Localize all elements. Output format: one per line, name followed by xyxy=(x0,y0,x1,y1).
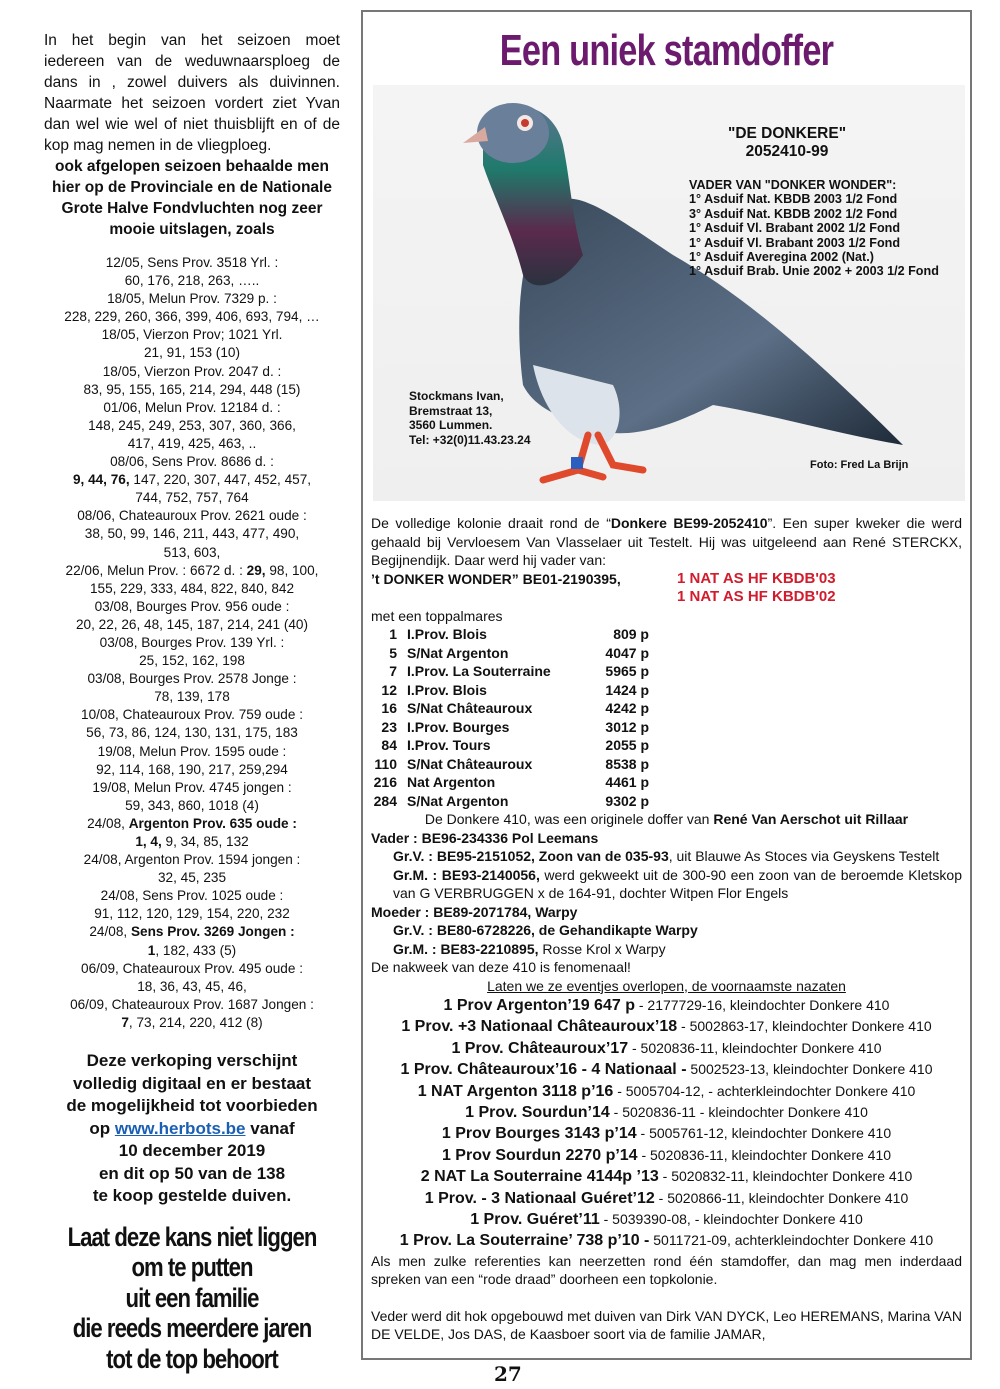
intro-paragraph xyxy=(371,514,962,570)
result-line xyxy=(44,743,340,761)
address-line: 3560 Lummen. xyxy=(409,418,493,432)
result-text: 12/05, Sens Prov. 3518 Yrl. : xyxy=(105,255,279,270)
promo-line: te koop gestelde duiven. xyxy=(92,1186,292,1206)
result-text: 06/09, Chateauroux Prov. 1687 Jongen : xyxy=(70,996,314,1012)
palmares-rank: 1 xyxy=(389,626,397,642)
palmares-row xyxy=(371,755,649,774)
nazaat-detail: - 5039390-08, - kleindochter Donkere 410 xyxy=(599,1211,863,1228)
result-line xyxy=(44,272,340,290)
achievement-item: 1° Asduif Averegina 2002 (Nat.) xyxy=(689,250,874,265)
nazaat-detail: - 5020836-11 - kleindochter Donkere 410 xyxy=(609,1104,868,1121)
nazaat-item xyxy=(371,1102,962,1123)
nazaat-item xyxy=(371,1059,962,1080)
result-text: 24/08, xyxy=(89,924,131,940)
nazaat-result: 1 Prov. Guéret’11 xyxy=(470,1211,600,1229)
result-highlight: 1 xyxy=(147,942,156,958)
nazaat-item xyxy=(371,995,962,1016)
address-line: Stockmans Ivan, xyxy=(409,389,504,403)
result-line xyxy=(44,507,340,525)
palmares-row xyxy=(371,681,649,700)
nazaat-detail: - 2177729-16, kleindochter Donkere 410 xyxy=(634,997,890,1013)
nazaat-result: 1 Prov Sourdun 2270 p’14 xyxy=(441,1146,638,1164)
palmares-race: I.Prov. La Souterraine xyxy=(407,663,551,679)
result-text: , 182, 433 (5) xyxy=(155,942,237,958)
nazaat-result: 1 Prov. La Souterraine’ 738 p’10 - xyxy=(399,1232,650,1250)
result-line xyxy=(44,417,340,435)
slogan-line: om te putten xyxy=(131,1252,253,1283)
donker-wonder-titles xyxy=(677,570,836,607)
moeder-line: Moeder : BE89-2071784, Warpy xyxy=(371,903,578,920)
result-line xyxy=(44,652,340,670)
grm-line xyxy=(371,940,962,959)
nazaat-item xyxy=(371,1038,962,1059)
closing-paragraph: Als men zulke referenties kan neerzetten rond één stamdoffer, dan mag men inderdaad spreken van een “rode draad” doorheen een topkolonie. xyxy=(371,1252,962,1288)
result-line xyxy=(44,869,340,887)
nazaat-item xyxy=(371,1145,962,1166)
result-text: 60, 176, 218, 263, ….. xyxy=(124,273,260,289)
nazaat-detail: - 5005704-12, - achterkleindochter Donkere 410 xyxy=(613,1082,916,1099)
text: Gr.M. : BE93-2140056, xyxy=(393,866,540,883)
slogan-line: Laat deze kans niet liggen xyxy=(67,1221,317,1252)
grm-line xyxy=(371,866,962,903)
result-line xyxy=(44,996,340,1014)
palmares-row xyxy=(371,718,649,737)
intro-bold-paragraph: ook afgelopen seizoen behaalde men hier op de Provinciale en de Nationale Grote Halve Fondvluchten nog zeer mooie uitslagen, zoals xyxy=(52,158,332,238)
palmares-pigeons: 9302 p xyxy=(605,792,649,809)
palmares-pigeons: 5965 p xyxy=(605,663,649,679)
result-line xyxy=(44,290,340,308)
result-line xyxy=(44,344,340,362)
result-line xyxy=(44,634,340,652)
achievement-item: 1° Asduif Vl. Brabant 2003 1/2 Fond xyxy=(689,235,901,250)
result-line xyxy=(44,381,340,399)
result-text: 744, 752, 757, 764 xyxy=(135,490,249,506)
pigeon-achievements xyxy=(689,178,939,279)
text: ”. Een super kweker die werd gehaald bij Vervloesem Van Vlasselaer uit Testelt. Hij was uitgeleend aan René STERCKX, Begijnendijk. Daar werd hij vader van: xyxy=(371,515,962,568)
promo-line: de mogelijkheid tot voorbieden xyxy=(66,1096,318,1116)
promo-line: en dit op 50 van de 138 xyxy=(98,1163,286,1183)
result-text: 25, 152, 162, 198 xyxy=(139,653,245,669)
result-line xyxy=(44,254,340,272)
result-highlight: 1, 4, xyxy=(135,834,162,849)
result-text: 83, 95, 155, 165, 214, 294, 448 (15) xyxy=(83,381,301,397)
pigeon-name: "DE DONKERE" xyxy=(728,125,847,142)
palmares-row xyxy=(371,736,649,755)
result-line xyxy=(44,326,340,344)
palmares-rank: 23 xyxy=(381,718,397,735)
result-line xyxy=(44,525,340,543)
achievement-item: VADER VAN "DONKER WONDER": xyxy=(689,178,897,192)
palmares-row xyxy=(371,625,649,644)
result-text: 59, 343, 860, 1018 (4) xyxy=(125,797,259,813)
vader-line: Vader : BE96-234336 Pol Leemans xyxy=(371,829,599,846)
nazaat-detail: - 5002863-17, kleindochter Donkere 410 xyxy=(677,1018,932,1035)
result-text: 92, 114, 168, 190, 217, 259,294 xyxy=(96,761,288,777)
result-line xyxy=(44,797,340,815)
result-text: 513, 603, xyxy=(163,544,221,560)
result-line xyxy=(44,1014,340,1032)
palmares-row xyxy=(371,662,649,681)
result-line xyxy=(44,851,340,869)
pigeon-photo xyxy=(373,85,965,501)
palmares-race: S/Nat Argenton xyxy=(407,792,509,809)
grv-line: Gr.V. : BE80-6728226, de Gehandikapte Warpy xyxy=(393,922,698,938)
result-text: 32, 45, 235 xyxy=(157,870,227,886)
photo-credit: Foto: Fred La Brijn xyxy=(810,459,909,471)
nazaat-result: 1 Prov Argenton’19 647 p xyxy=(443,997,635,1014)
promo-line: volledig digitaal en er bestaat xyxy=(72,1073,312,1093)
result-text: 24/08, Argenton Prov. 1594 jongen : xyxy=(83,852,301,868)
promo-text: op xyxy=(89,1118,115,1138)
result-text: 38, 50, 99, 146, 211, 443, 477, 490, xyxy=(84,526,300,542)
origin-line xyxy=(371,810,962,829)
closing-paragraph: Veder werd dit hok opgebouwd met duiven van Dirk VAN DYCK, Leo HEREMANS, Marina VAN DE VELDE, Jos DAS, de Kaasboer soort via de familie JAMAR, xyxy=(371,1307,962,1343)
result-highlight: 7 xyxy=(121,1014,129,1030)
result-line xyxy=(44,670,340,688)
palmares-pigeons: 1424 p xyxy=(605,681,649,698)
promo-line: Deze verkoping verschijnt xyxy=(86,1051,298,1071)
palmares-rank: 5 xyxy=(389,644,397,661)
palmares-row xyxy=(371,773,649,792)
article-frame xyxy=(361,10,972,1360)
nazaat-detail: - 5020832-11, kleindochter Donkere 410 xyxy=(658,1168,913,1185)
palmares-race: I.Prov. Tours xyxy=(407,737,491,753)
stamdoffer-name: Donkere BE99-2052410 xyxy=(610,515,768,531)
palmares-table xyxy=(371,625,649,810)
palmares-intro: met een toppalmares xyxy=(371,607,503,624)
nazaat-item xyxy=(371,1166,962,1187)
intro-paragraph: In het begin van het seizoen moet iedereen van de weduwnaarsploeg de dans in , zowel duivers als duivinnen. Naarmate het seizoen vordert ziet Yvan dan wel wie wel of niet thuisblijft en of de kop mag nemen in de vliegploeg. xyxy=(44,32,340,154)
nazaat-detail: 5002523-13, kleindochter Donkere 410 xyxy=(686,1061,933,1078)
nazaat-detail: 5011721-09, achterkleindochter Donkere 410 xyxy=(649,1232,934,1249)
result-line xyxy=(44,453,340,471)
nazaat-detail: - 5020836-11, kleindochter Donkere 410 xyxy=(637,1146,892,1163)
result-line xyxy=(44,363,340,381)
result-text: 03/08, Bourges Prov. 139 Yrl. : xyxy=(99,634,285,650)
palmares-pigeons: 4242 p xyxy=(605,700,649,716)
page-number: 27 xyxy=(494,1362,522,1386)
palmares-race: S/Nat Châteauroux xyxy=(407,755,533,772)
slogan-line: die reeds meerdere jaren xyxy=(72,1313,312,1344)
article-body xyxy=(371,514,962,1344)
result-highlight: 29, xyxy=(246,562,266,578)
result-line xyxy=(44,960,340,978)
address-line: Tel: +32(0)11.43.23.24 xyxy=(409,432,531,447)
palmares-rank: 216 xyxy=(373,774,397,790)
result-text: 19/08, Melun Prov. 1595 oude : xyxy=(97,743,287,759)
achievement-item: 1° Asduif Vl. Brabant 2002 1/2 Fond xyxy=(689,221,901,236)
result-line xyxy=(44,724,340,742)
palmares-rank: 110 xyxy=(374,755,397,772)
palmares-pigeons: 8538 p xyxy=(605,755,649,772)
slogan xyxy=(44,1222,339,1375)
result-text: 228, 229, 260, 366, 399, 406, 693, 794, … xyxy=(64,309,320,325)
nazaat-result: 1 Prov. Sourdun’14 xyxy=(465,1104,610,1122)
grv-line xyxy=(371,847,962,866)
result-text: , 73, 214, 220, 412 (8) xyxy=(128,1014,263,1030)
results-list xyxy=(44,254,340,1032)
left-column xyxy=(44,30,340,1374)
text: De Donkere 410, was een originele doffer van xyxy=(424,811,714,827)
nazaat-item xyxy=(371,1016,962,1037)
nazaat-result: 1 Prov. Châteauroux’17 xyxy=(451,1039,629,1057)
result-line xyxy=(44,435,340,453)
result-line xyxy=(44,489,340,507)
result-text: 06/09, Chateauroux Prov. 495 oude : xyxy=(81,960,303,976)
result-line xyxy=(44,616,340,634)
result-text: 19/08, Melun Prov. 4745 jongen : xyxy=(92,779,292,795)
palmares-row xyxy=(371,644,649,663)
nazaat-result: 1 Prov. - 3 Nationaal Guéret’12 xyxy=(424,1189,655,1207)
result-highlight: 9, 44, 76, xyxy=(72,472,130,488)
slogan-line: uit een familie xyxy=(125,1282,259,1313)
palmares-race: Nat Argenton xyxy=(407,774,496,790)
result-line xyxy=(44,308,340,326)
herbots-link[interactable]: www.herbots.be xyxy=(114,1118,246,1138)
nazaat-detail: - 5005761-12, kleindochter Donkere 410 xyxy=(636,1125,892,1142)
result-highlight: Argenton Prov. 635 oude : xyxy=(128,815,297,831)
article-title: Een uniek stamdoffer xyxy=(499,26,834,75)
nazaat-item xyxy=(371,1188,962,1209)
nazaat-item xyxy=(371,1123,962,1144)
result-line xyxy=(44,942,340,960)
nazaat-item xyxy=(371,1081,962,1102)
donker-wonder-row xyxy=(371,570,962,607)
result-text: 18/05, Vierzon Prov; 1021 Yrl. xyxy=(101,327,283,343)
palmares-race: S/Nat Argenton xyxy=(407,644,509,661)
nazaat-item xyxy=(371,1230,962,1251)
result-text: 24/08, xyxy=(87,815,129,831)
nakweek-line: De nakweek van deze 410 is fenomenaal! xyxy=(371,959,631,975)
pigeon-head xyxy=(477,103,549,163)
pigeon-ring xyxy=(571,457,583,469)
result-line xyxy=(44,761,340,779)
palmares-race: I.Prov. Blois xyxy=(407,681,487,698)
palmares-pigeons: 809 p xyxy=(613,626,649,642)
palmares-rank: 7 xyxy=(389,663,397,679)
palmares-row xyxy=(371,792,649,811)
palmares-rank: 284 xyxy=(373,792,397,809)
text: De volledige kolonie draait rond de “ xyxy=(371,515,611,531)
result-text: 78, 139, 178 xyxy=(154,689,230,705)
palmares-row xyxy=(371,699,649,718)
result-line xyxy=(44,706,340,724)
result-line xyxy=(44,978,340,996)
result-line xyxy=(44,833,340,851)
palmares-race: S/Nat Châteauroux xyxy=(407,700,533,716)
title-line: 1 NAT AS HF KBDB'03 xyxy=(677,569,836,587)
palmares-pigeons: 4047 p xyxy=(605,644,649,661)
result-text: 24/08, Sens Prov. 1025 oude : xyxy=(100,888,284,904)
palmares-rank: 16 xyxy=(381,700,397,716)
result-text: 148, 245, 249, 253, 307, 360, 366, xyxy=(88,417,296,433)
promo-line: 10 december 2019 xyxy=(118,1141,266,1161)
result-line xyxy=(44,562,340,580)
result-text: 03/08, Bourges Prov. 2578 Jonge : xyxy=(87,671,297,687)
result-text: 08/06, Sens Prov. 8686 d. : xyxy=(110,454,274,470)
result-line xyxy=(44,905,340,923)
nazaat-detail: - 5020836-11, kleindochter Donkere 410 xyxy=(628,1039,882,1056)
result-text: 22/06, Melun Prov. : 6672 d. : xyxy=(65,562,247,578)
breeder-name: René Van Aerschot uit Rillaar xyxy=(713,811,909,827)
slogan-line: tot de top behoort xyxy=(106,1343,278,1374)
result-text: 10/08, Chateauroux Prov. 759 oude : xyxy=(81,707,303,723)
palmares-rank: 84 xyxy=(381,737,397,753)
result-text: 56, 73, 86, 124, 130, 131, 175, 183 xyxy=(86,725,298,741)
result-text: 03/08, Bourges Prov. 956 oude : xyxy=(94,598,290,614)
text: werd gekweekt uit de 300-90 een zoon van de beroemde Kletskop van G VERBRUGGEN x de 164-91, dochter Witpen Flor Engels xyxy=(393,866,962,901)
nazaat-result: 1 Prov Bourges 3143 p’14 xyxy=(441,1125,637,1143)
text: Rosse Krol x Warpy xyxy=(538,940,666,957)
result-line xyxy=(44,688,340,706)
result-text: 21, 91, 153 (10) xyxy=(144,345,240,361)
result-text: 9, 34, 85, 132 xyxy=(161,834,249,849)
achievement-item: 1° Asduif Brab. Unie 2002 + 2003 1/2 Fond xyxy=(689,264,939,279)
promo-text: vanaf xyxy=(245,1118,295,1138)
result-text: 417, 419, 425, 463, .. xyxy=(127,435,257,451)
result-text: 08/06, Chateauroux Prov. 2621 oude : xyxy=(77,508,307,524)
result-text: 91, 112, 120, 129, 154, 220, 232 xyxy=(94,906,290,922)
nazaten-list xyxy=(371,995,962,1252)
result-line xyxy=(44,399,340,417)
owner-address xyxy=(409,389,531,447)
result-text: 155, 229, 333, 484, 822, 840, 842 xyxy=(89,580,295,596)
palmares-race: I.Prov. Blois xyxy=(407,626,487,642)
text: Gr.V. : BE95-2151052, Zoon van de 035-93 xyxy=(393,848,669,864)
promo-line xyxy=(44,1118,340,1141)
achievement-item: 3° Asduif Nat. KBDB 2002 1/2 Fond xyxy=(689,206,898,221)
nazaat-result: 1 Prov. +3 Nationaal Châteauroux’18 xyxy=(401,1018,678,1036)
result-text: 20, 22, 26, 48, 145, 187, 214, 241 (40) xyxy=(75,616,309,632)
palmares-pigeons: 4461 p xyxy=(605,774,649,790)
result-text: 98, 100, xyxy=(265,562,319,578)
text: , uit Blauwe As Stoces via Geyskens Testelt xyxy=(668,848,940,864)
nazaat-item xyxy=(371,1209,962,1230)
pigeon-beak xyxy=(463,127,488,143)
donker-wonder-name: ’t DONKER WONDER” BE01-2190395, xyxy=(371,570,621,587)
result-text: 01/06, Melun Prov. 12184 d. : xyxy=(103,399,281,415)
palmares-race: I.Prov. Bourges xyxy=(407,718,510,735)
promo-block xyxy=(44,1050,340,1208)
result-line xyxy=(44,887,340,905)
result-line xyxy=(44,471,340,489)
result-text: 18, 36, 43, 45, 46, xyxy=(137,978,247,994)
title-line: 1 NAT AS HF KBDB'02 xyxy=(677,588,836,605)
result-line xyxy=(44,815,340,833)
nazaat-result: 1 Prov. Châteauroux’16 - 4 Nationaal - xyxy=(400,1061,687,1079)
nazaat-result: 1 NAT Argenton 3118 p’16 xyxy=(417,1082,614,1100)
text: Gr.M. : BE83-2210895, xyxy=(393,940,539,957)
result-highlight: Sens Prov. 3269 Jongen : xyxy=(130,924,295,940)
result-text: 18/05, Melun Prov. 7329 p. : xyxy=(107,291,277,307)
palmares-rank: 12 xyxy=(381,681,397,698)
result-line xyxy=(44,923,340,941)
nazaat-result: 2 NAT La Souterraine 4144p ’13 xyxy=(420,1168,659,1186)
result-line xyxy=(44,598,340,616)
pigeon-name-block xyxy=(728,125,846,161)
nazaten-heading: Laten we ze eventjes overlopen, de voornaamste nazaten xyxy=(487,977,846,994)
result-text: 147, 220, 307, 447, 452, 457, xyxy=(129,472,312,488)
palmares-pigeons: 3012 p xyxy=(605,718,649,735)
result-line xyxy=(44,544,340,562)
result-text: 18/05, Vierzon Prov. 2047 d. : xyxy=(102,363,282,379)
address-line: Bremstraat 13, xyxy=(409,403,493,418)
nazaat-detail: - 5020866-11, kleindochter Donkere 410 xyxy=(654,1189,909,1206)
result-line xyxy=(44,580,340,598)
achievement-item: 1° Asduif Nat. KBDB 2003 1/2 Fond xyxy=(689,192,898,207)
pigeon-ring-number: 2052410-99 xyxy=(745,143,829,160)
result-line xyxy=(44,779,340,797)
palmares-pigeons: 2055 p xyxy=(605,737,649,753)
